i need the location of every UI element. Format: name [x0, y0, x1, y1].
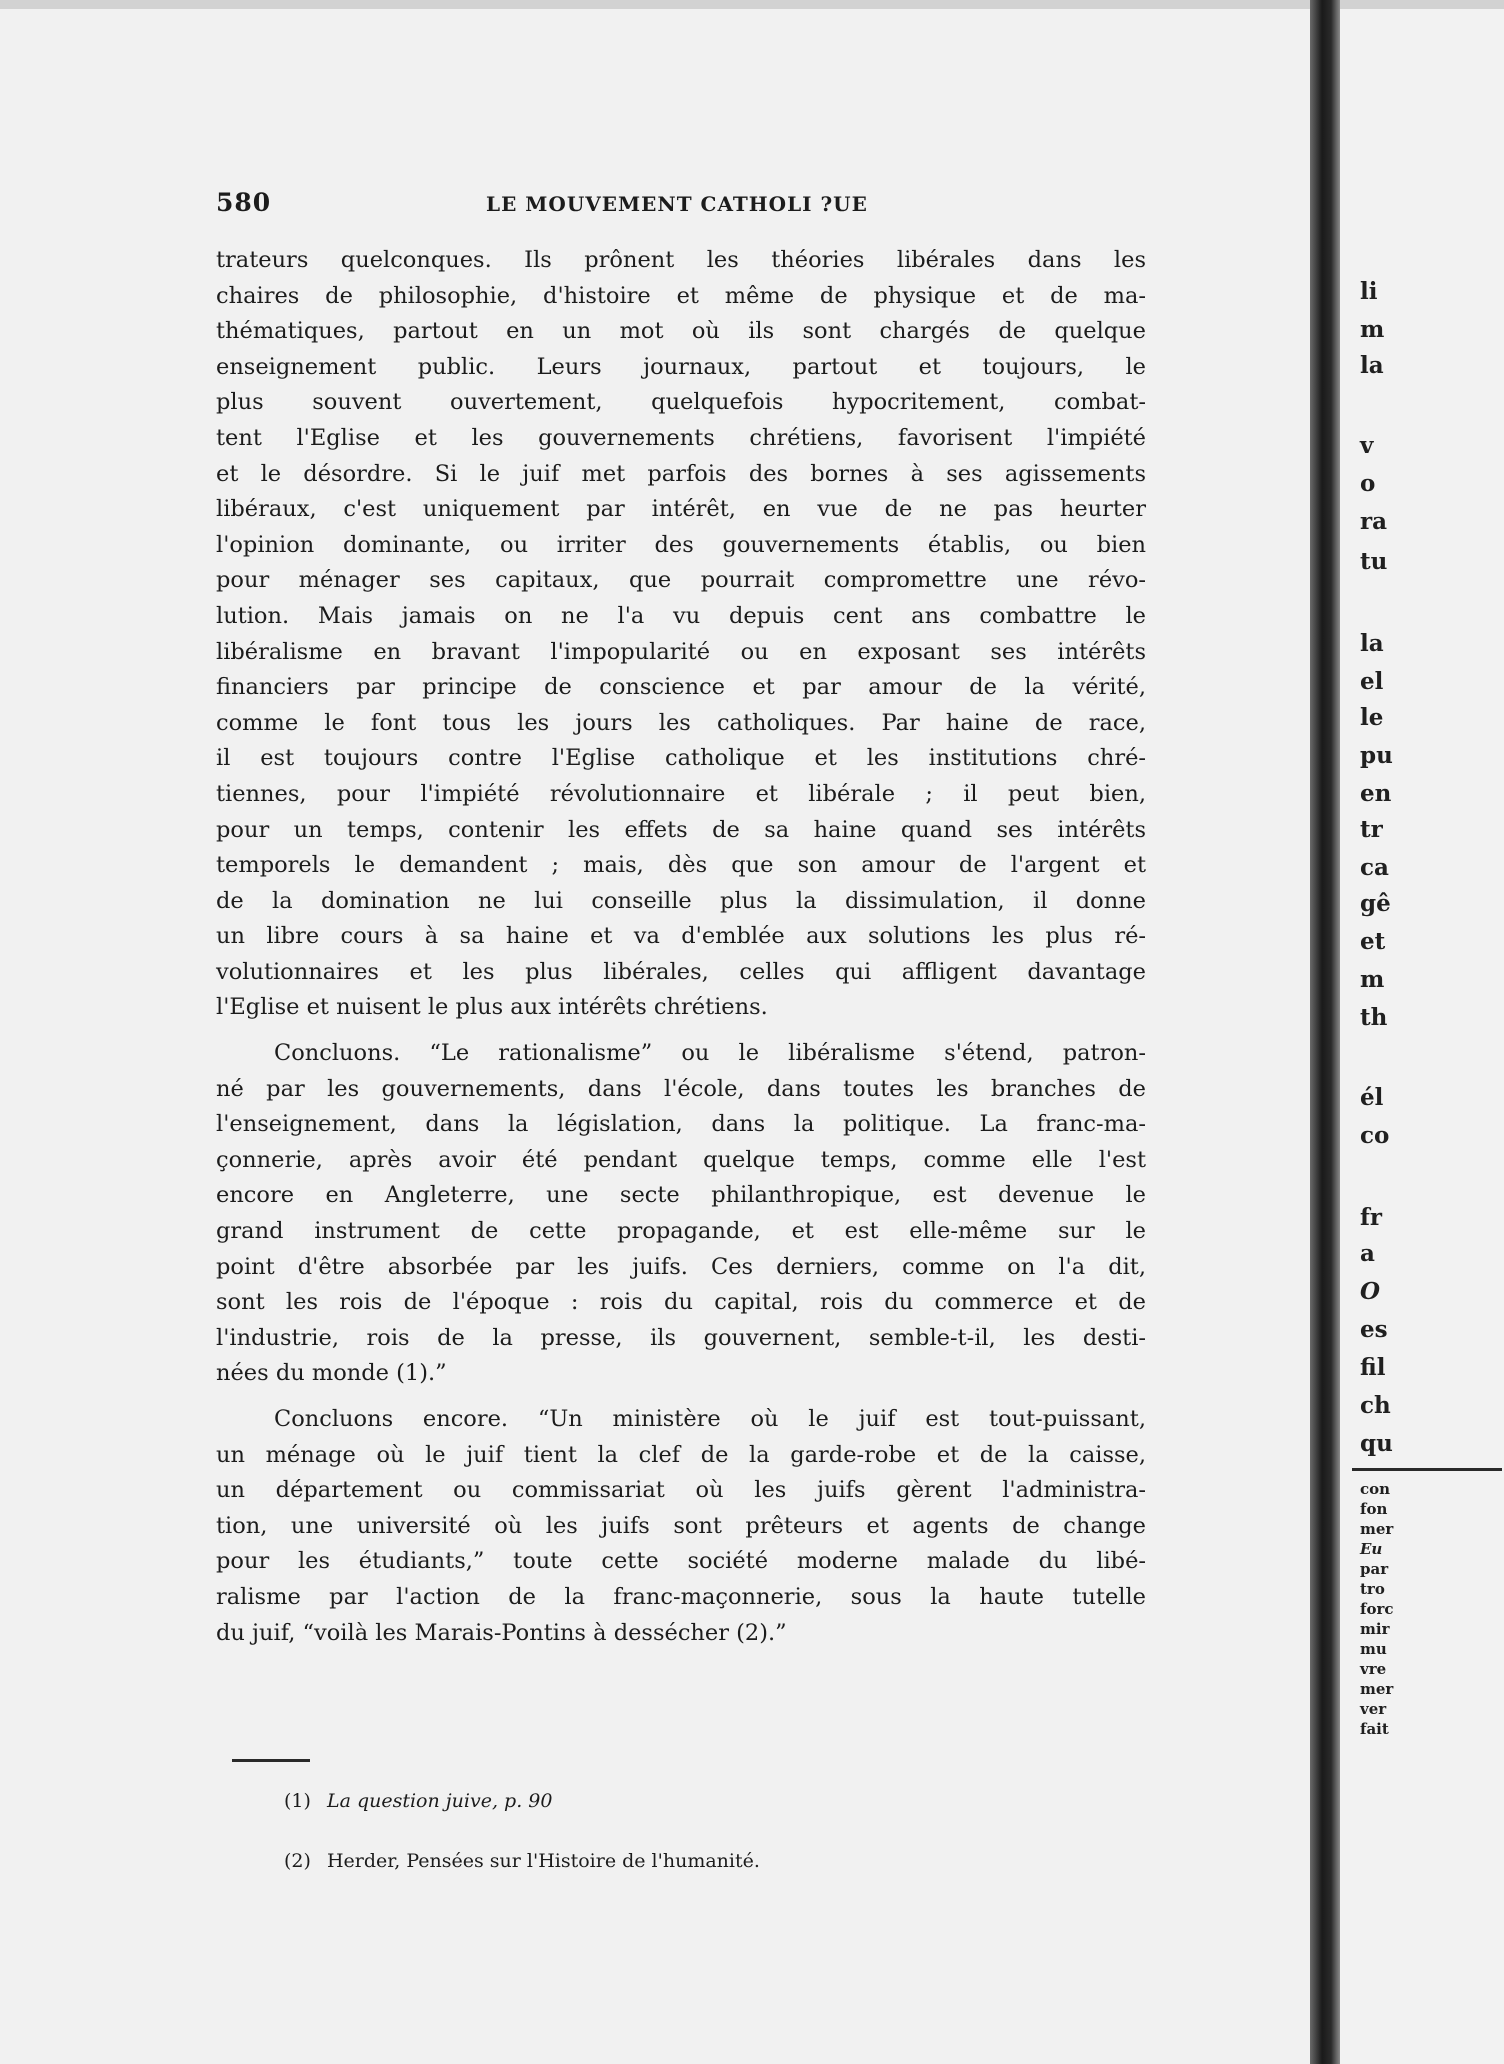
- book-gutter: [1310, 0, 1340, 2064]
- right-page-fragment: gê: [1360, 890, 1391, 917]
- right-page-fragment: le: [1360, 704, 1384, 731]
- right-page-fragment: tro: [1360, 1580, 1385, 1598]
- text-line: pour les étudiants,” toute cette société moderne malade du libé-: [216, 1548, 1146, 1575]
- right-page-fragment: la: [1360, 630, 1384, 657]
- right-page: [1340, 9, 1504, 2064]
- right-page-fragment: th: [1360, 1004, 1388, 1031]
- right-page-fragment: el: [1360, 668, 1384, 695]
- right-page-fragment: par: [1360, 1560, 1389, 1578]
- right-page-fragment: en: [1360, 780, 1392, 807]
- right-page-fragment: m: [1360, 316, 1385, 343]
- text-line: de la domination ne lui conseille plus la dissimulation, il donne: [216, 887, 1146, 914]
- right-page-fragment: él: [1360, 1084, 1384, 1111]
- right-page-fragment: ch: [1360, 1392, 1391, 1419]
- right-page-fragment: m: [1360, 966, 1385, 993]
- right-page-fragment: mir: [1360, 1620, 1390, 1638]
- text-line: Concluons encore. “Un ministère où le juif est tout-puissant,: [274, 1406, 1146, 1432]
- right-page-fragment: et: [1360, 928, 1386, 955]
- footnote-1: [284, 1790, 552, 1812]
- text-line: enseignement public. Leurs journaux, partout et toujours, le: [216, 353, 1146, 380]
- right-page-fragment: fr: [1360, 1204, 1383, 1231]
- right-page-fragment: ver: [1360, 1700, 1387, 1718]
- text-line: et le désordre. Si le juif met parfois des bornes à ses agissements: [216, 460, 1146, 487]
- text-line: chaires de philosophie, d'histoire et même de physique et de ma-: [216, 282, 1146, 309]
- text-line: point d'être absorbée par les juifs. Ces derniers, comme on l'a dit,: [216, 1253, 1146, 1280]
- right-page-fragment: mer: [1360, 1680, 1394, 1698]
- running-title: LE MOUVEMENT CATHOLI ?UE: [486, 192, 868, 216]
- text-line: un libre cours à sa haine et va d'emblée aux solutions les plus ré-: [216, 923, 1146, 950]
- right-page-fragment: fon: [1360, 1500, 1388, 1518]
- text-line: l'Eglise et nuisent le plus aux intérêts chrétiens.: [216, 994, 768, 1021]
- text-line: l'industrie, rois de la presse, ils gouvernent, semble-t-il, les desti-: [216, 1324, 1146, 1351]
- text-line: libéralisme en bravant l'impopularité ou en exposant ses intérêts: [216, 638, 1146, 665]
- body-text: [216, 243, 1146, 1651]
- right-page-fragment: ra: [1360, 508, 1388, 535]
- paragraph-gap: [216, 1026, 1146, 1036]
- text-line: nées du monde (1).”: [216, 1360, 447, 1387]
- right-page-fragment: vre: [1360, 1660, 1387, 1678]
- text-line: plus souvent ouvertement, quelquefois hypocritement, combat-: [216, 389, 1146, 416]
- right-page-fragment: mu: [1360, 1640, 1387, 1658]
- right-page-footnote-rule: [1352, 1468, 1502, 1471]
- right-page-fragment: la: [1360, 352, 1384, 379]
- text-line: un département ou commissariat où les juifs gèrent l'administra-: [216, 1477, 1146, 1504]
- right-page-fragment: es: [1360, 1316, 1388, 1343]
- text-line: grand instrument de cette propagande, et est elle-même sur le: [216, 1218, 1146, 1245]
- text-line: çonnerie, après avoir été pendant quelque temps, comme elle l'est: [216, 1146, 1146, 1173]
- text-line: pour ménager ses capitaux, que pourrait compromettre une révo-: [216, 567, 1146, 594]
- right-page-fragment: mer: [1360, 1520, 1394, 1538]
- footnote-mark: (2): [284, 1850, 311, 1872]
- text-line: tent l'Eglise et les gouvernements chrétiens, favorisent l'impiété: [216, 424, 1146, 451]
- text-line: financiers par principe de conscience et par amour de la vérité,: [216, 674, 1146, 701]
- right-page-fragment: li: [1360, 278, 1378, 305]
- right-page-fragment: fil: [1360, 1354, 1386, 1381]
- text-line: encore en Angleterre, une secte philanthropique, est devenue le: [216, 1182, 1146, 1209]
- text-line: volutionnaires et les plus libérales, celles qui affligent davantage: [216, 958, 1146, 985]
- paragraph-gap: [216, 1392, 1146, 1402]
- text-line: thématiques, partout en un mot où ils sont chargés de quelque: [216, 318, 1146, 345]
- right-page-fragment: a: [1360, 1240, 1375, 1267]
- right-page-fragment: Eu: [1360, 1540, 1383, 1558]
- text-line: comme le font tous les jours les catholiques. Par haine de race,: [216, 709, 1146, 736]
- right-page-fragment: o: [1360, 470, 1376, 497]
- page-header: [216, 188, 886, 228]
- right-page-fragment: v: [1360, 432, 1374, 459]
- text-line: ralisme par l'action de la franc-maçonnerie, sous la haute tutelle: [216, 1583, 1146, 1610]
- right-page-fragment: tr: [1360, 816, 1383, 843]
- text-line: temporels le demandent ; mais, dès que son amour de l'argent et: [216, 852, 1146, 879]
- text-line: il est toujours contre l'Eglise catholique et les institutions chré-: [216, 745, 1146, 772]
- text-line: né par les gouvernements, dans l'école, dans toutes les branches de: [216, 1075, 1146, 1102]
- page-number: 580: [216, 188, 272, 217]
- right-page-fragment: qu: [1360, 1430, 1393, 1457]
- text-line: tion, une université où les juifs sont prêteurs et agents de change: [216, 1512, 1146, 1539]
- text-line: trateurs quelconques. Ils prônent les théories libérales dans les: [216, 247, 1146, 273]
- right-page-fragment: pu: [1360, 742, 1393, 769]
- right-page-fragment: tu: [1360, 548, 1388, 575]
- text-line: lution. Mais jamais on ne l'a vu depuis cent ans combattre le: [216, 602, 1146, 629]
- right-page-fragment: O: [1360, 1278, 1381, 1305]
- text-line: l'opinion dominante, ou irriter des gouvernements établis, ou bien: [216, 531, 1146, 558]
- footnote-2: [284, 1850, 760, 1872]
- footnote-text: Herder, Pensées sur l'Histoire de l'humanité.: [326, 1850, 760, 1872]
- scan-edge: [0, 0, 1504, 9]
- right-page-fragment: co: [1360, 1122, 1390, 1149]
- footnote-mark: (1): [284, 1790, 311, 1812]
- text-line: pour un temps, contenir les effets de sa haine quand ses intérêts: [216, 816, 1146, 843]
- text-line: sont les rois de l'époque : rois du capital, rois du commerce et de: [216, 1289, 1146, 1316]
- right-page-fragment: con: [1360, 1480, 1391, 1498]
- text-line: libéraux, c'est uniquement par intérêt, en vue de ne pas heurter: [216, 496, 1146, 523]
- right-page-fragment: forc: [1360, 1600, 1394, 1618]
- text-line: Concluons. “Le rationalisme” ou le libéralisme s'étend, patron-: [274, 1040, 1146, 1067]
- text-line: un ménage où le juif tient la clef de la garde-robe et de la caisse,: [216, 1441, 1146, 1468]
- text-line: l'enseignement, dans la législation, dans la politique. La franc-ma-: [216, 1111, 1146, 1138]
- right-page-fragment: fait: [1360, 1720, 1389, 1738]
- footnote-text: La question juive, p. 90: [326, 1790, 553, 1812]
- footnote-rule: [232, 1759, 310, 1762]
- text-line: tiennes, pour l'impiété révolutionnaire et libérale ; il peut bien,: [216, 780, 1146, 807]
- right-page-fragment: ca: [1360, 854, 1389, 881]
- text-line: du juif, “voilà les Marais-Pontins à dessécher (2).”: [216, 1619, 787, 1646]
